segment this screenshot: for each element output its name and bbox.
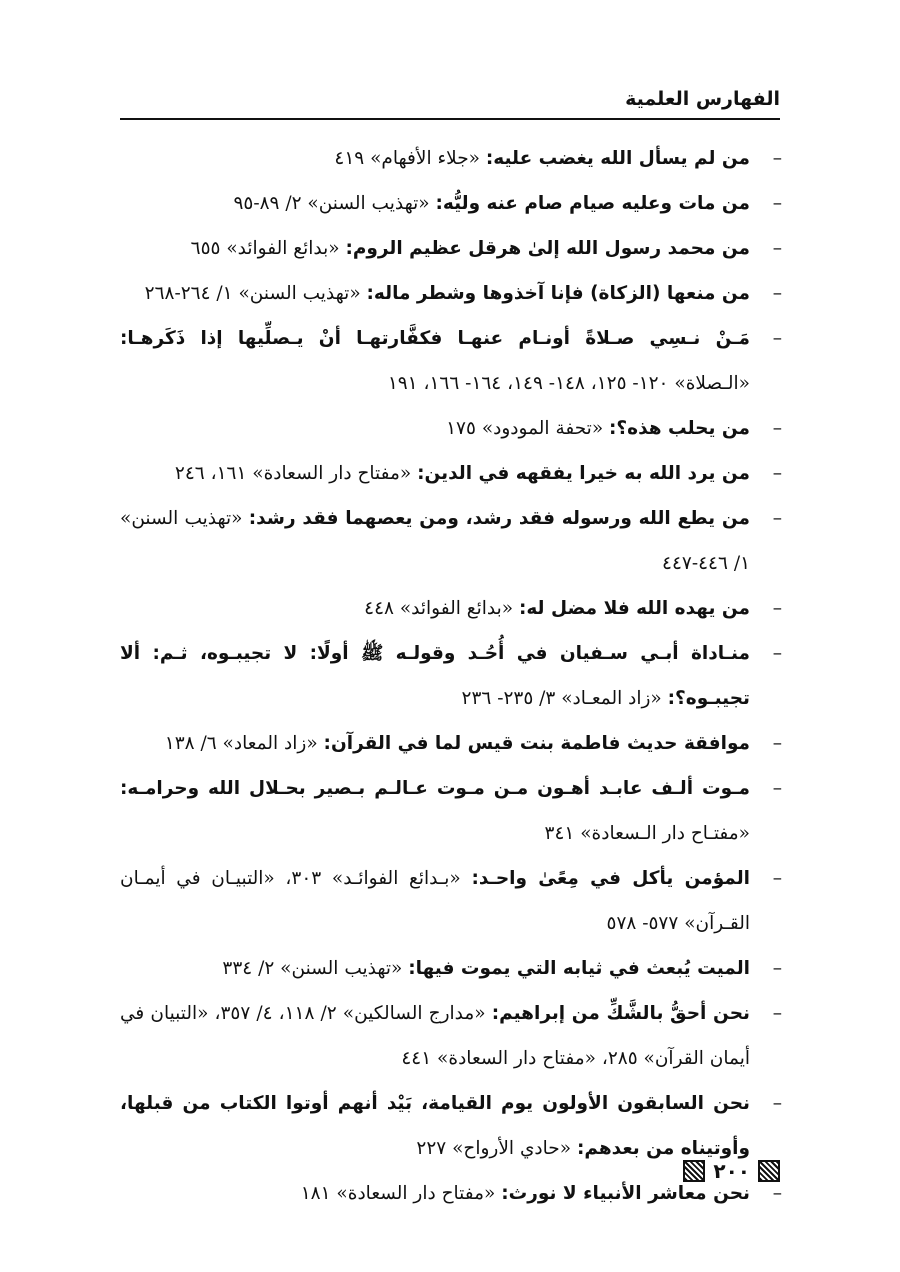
source-reference: «تهذيب السنن» ١/ ٢٦٤-٢٦٨ <box>144 283 367 304</box>
hadith-text: من لم يسأل الله يغضب عليه: <box>485 148 750 169</box>
hadith-text: مَـنْ نـسِي صـلاةً أونـام عنهـا فكفَّارتهـا أنْ يـصلِّيها إذا ذَكَرهـا: <box>120 328 750 349</box>
index-entry <box>120 226 782 271</box>
index-entry <box>120 136 782 181</box>
index-entry <box>120 631 782 721</box>
entry-dash: – <box>772 238 782 259</box>
source-reference: «مفتـاح دار الـسعادة» ٣٤١ <box>544 823 750 844</box>
index-entry <box>120 181 782 226</box>
hadith-text: من يهده الله فلا مضل له: <box>518 598 750 619</box>
entry-dash: – <box>772 733 782 754</box>
entry-dash: – <box>772 508 782 529</box>
source-reference: «بدائع الفوائد» ٤٤٨ <box>364 598 519 619</box>
hadith-text: نحن السابقون الأولون يوم القيامة، بَيْد أنهم أوتوا الكتاب من قبلها، وأوتيناه من بعدهم: <box>120 1093 750 1159</box>
hadith-text: نحن أحقُّ بالشَّكِّ من إبراهيم: <box>491 1003 750 1024</box>
ornament-icon <box>758 1160 780 1182</box>
page-running-title: الفهارس العلمية <box>625 88 780 110</box>
hadith-text: منـاداة أبـي سـفيان في أُحُـد وقولـه ﷺ أولًا: لا تجيبـوه، ثـم: ألا تجيبـوه؟: <box>120 643 750 709</box>
hadith-text: نحن معاشر الأنبياء لا نورث: <box>501 1183 750 1204</box>
hadith-text: الميت يُبعث في ثيابه التي يموت فيها: <box>408 958 750 979</box>
source-reference: «الـصلاة» ١٢٠- ١٢٥، ١٤٨- ١٤٩، ١٦٤- ١٦٦، ١٩١ <box>387 373 750 394</box>
index-entry <box>120 451 782 496</box>
hadith-text: موافقة حديث فاطمة بنت قيس لما في القرآن: <box>323 733 750 754</box>
source-reference: «بدائع الفوائد» ٦٥٥ <box>190 238 346 259</box>
hadith-text: من محمد رسول الله إلىٰ هرقل عظيم الروم: <box>345 238 750 259</box>
entry-dash: – <box>772 328 782 349</box>
source-reference: «تهذيب السنن» ٢/ ٣٣٤ <box>222 958 409 979</box>
index-entry <box>120 856 782 946</box>
source-reference: «تحفة المودود» ١٧٥ <box>446 418 610 439</box>
entry-dash: – <box>772 463 782 484</box>
entry-dash: – <box>772 598 782 619</box>
entry-dash: – <box>772 643 782 664</box>
page-number: ٢٠٠ <box>713 1159 750 1183</box>
entry-dash: – <box>772 148 782 169</box>
source-reference: «مدارج السالكين» ٢/ ١١٨، ٤/ ٣٥٧، «التبيان في أيمان القرآن» ٢٨٥، «مفتاح دار السعادة» ٤٤١ <box>120 1003 750 1069</box>
ornament-icon <box>683 1160 705 1182</box>
page-footer <box>683 1156 780 1186</box>
index-entry <box>120 406 782 451</box>
entry-dash: – <box>772 778 782 799</box>
source-reference: «زاد المعـاد» ٣/ ٢٣٥- ٢٣٦ <box>461 688 668 709</box>
entry-dash: – <box>772 283 782 304</box>
hadith-text: من يحلب هذه؟: <box>609 418 750 439</box>
hadith-text: من مات وعليه صيام صام عنه وليُّه: <box>435 193 750 214</box>
source-reference: «مفتاح دار السعادة» ١٨١ <box>300 1183 502 1204</box>
hadith-text: المؤمن يأكل في مِعًىٰ واحـد: <box>471 868 750 889</box>
hadith-text: من يرد الله به خيرا يفقهه في الدين: <box>417 463 750 484</box>
entry-dash: – <box>772 958 782 979</box>
index-entry <box>120 766 782 856</box>
hadith-text: من يطع الله ورسوله فقد رشد، ومن يعصهما فقد رشد: <box>248 508 750 529</box>
source-reference: «مفتاح دار السعادة» ١٦١، ٢٤٦ <box>174 463 418 484</box>
index-entry <box>120 721 782 766</box>
index-entry <box>120 586 782 631</box>
index-entry <box>120 316 782 406</box>
entry-dash: – <box>772 868 782 889</box>
entry-dash: – <box>772 1093 782 1114</box>
index-entry <box>120 946 782 991</box>
entry-dash: – <box>772 1003 782 1024</box>
source-reference: «جلاء الأفهام» ٤١٩ <box>334 148 486 169</box>
index-entry <box>120 991 782 1081</box>
entry-dash: – <box>772 1183 782 1204</box>
hadith-text: مـوت ألـف عابـد أهـون مـن مـوت عـالـم بـصير بحـلال الله وحرامـه: <box>120 778 750 799</box>
hadith-index-list <box>120 136 782 1216</box>
index-entry <box>120 496 782 586</box>
source-reference: «بـدائع الفوائـد» ٣٠٣، «التبيـان في أيمـان القـرآن» ٥٧٧- ٥٧٨ <box>120 868 750 934</box>
source-reference: «تهذيب السنن» ١/ ٤٤٦-٤٤٧ <box>120 508 750 574</box>
source-reference: «تهذيب السنن» ٢/ ٨٩-٩٥ <box>233 193 436 214</box>
entry-dash: – <box>772 193 782 214</box>
hadith-text: من منعها (الزكاة) فإنا آخذوها وشطر ماله: <box>366 283 750 304</box>
page-header <box>120 84 780 120</box>
source-reference: «حادي الأرواح» ٢٢٧ <box>416 1138 577 1159</box>
source-reference: «زاد المعاد» ٦/ ١٣٨ <box>164 733 324 754</box>
entry-dash: – <box>772 418 782 439</box>
index-entry <box>120 271 782 316</box>
